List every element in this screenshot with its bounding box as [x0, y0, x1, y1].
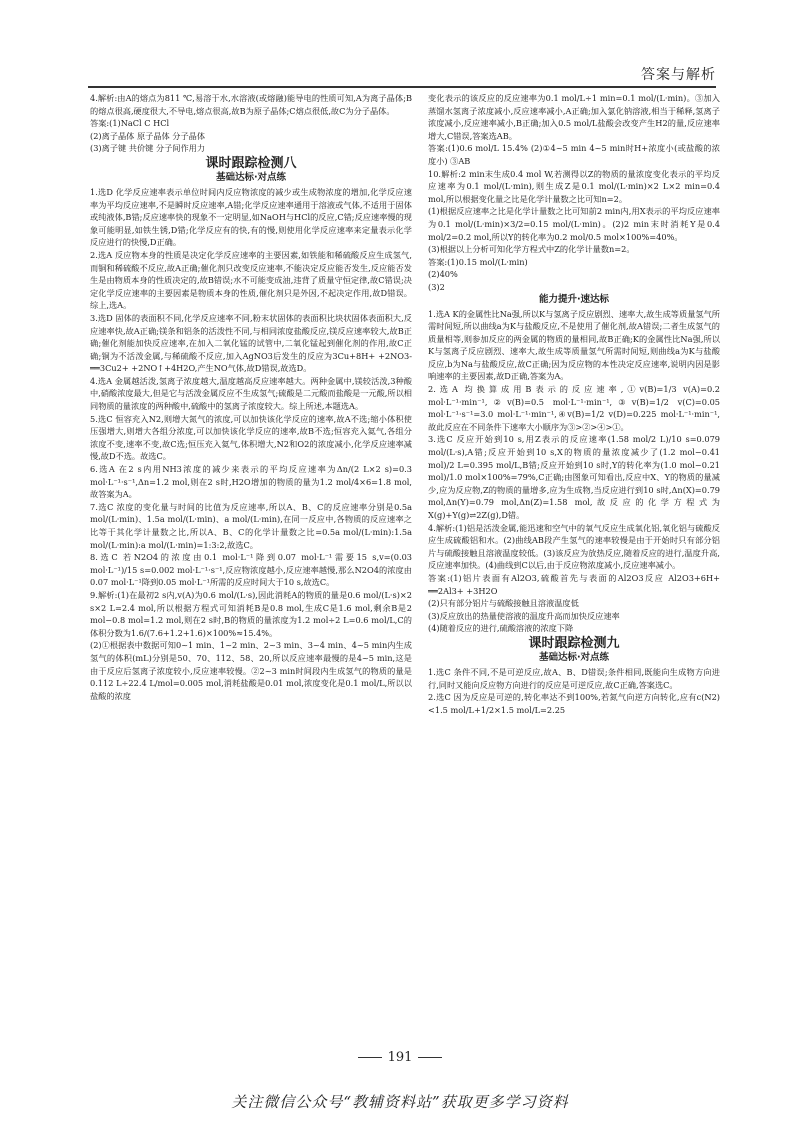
answer-item: 4.解析:(1)铝是活泼金属,能迅速和空气中的氧气反应生成氧化铝,氧化铝与硫酸反应生成硫酸铝和水。(2)曲线AB段产生氢气的速率较慢是由于开始时只有部分铝片与硫酸接触且溶液温度较低。(3)该反应为放热反应,随着反应的进行,温度升高,反应速率加快。(4)曲线到C以后,由于反应物浓度减小,反应速率减小。: [428, 522, 720, 571]
answer-item: 7.选C 浓度的变化量与时间的比值为反应速率,所以A、B、C的反应速率分别是0.5a mol/(L·min)、1.5a mol/(L·min)、a mol/(L·min),在同一反应中,各物质的反应速率之比等于其化学计量数之比,所以A、B、C的化学计量数之比=0.5a mol/(L·min):1.5a mol/(L·min):a mol/(L·min)=1:3:2,故选C。: [90, 501, 412, 550]
answer-item: 5.选C 恒容充入N2,则增大氮气的浓度,可以加快该化学反应的速率,故A不选;缩小体积使压强增大,则增大各组分浓度,可以加快该化学反应的速率,故B不选;恒容充入氦气,各组分浓度不变,速率不变,故C选;恒压充入氦气,体积增大,N2和O2的浓度减小,化学反应速率减慢,故D不选。故选C。: [90, 413, 412, 462]
page-number-dash: [418, 1057, 442, 1058]
answer-item: (2)只有部分铝片与硫酸接触且溶液温度低: [428, 598, 579, 609]
section-title: 课时跟踪检测九: [528, 635, 620, 651]
page-number: [0, 1050, 800, 1065]
paragraph: 4.解析:由A的熔点为811 ℃,易溶于水,水溶液(或熔融)能导电的性质可知,A为离子晶体;B的熔点很高,硬度很大,不导电,熔点很高,故B为原子晶体;C熔点很低,故C为分子晶体。: [90, 93, 412, 116]
header-title: 答案与解析: [641, 67, 716, 83]
answer-item: 9.解析:(1)在最初2 s内,v(A)为0.6 mol/(L·s),因此消耗A的物质的量是0.6 mol/(L·s)×2 s×2 L=2.4 mol,所以根据方程式可知消耗B是0.8 mol,生成C是1.6 mol,剩余B是2 mol−0.8 mol=1.2 mol,则在2 s时,B的物质的量浓度为1.2 mol÷2 L=0.6 mol/L,C的体积分数为1.6/(7.6+1.2+1.6)×100%≈15.4%。: [90, 589, 412, 638]
answer-item: 1.选A K的金属性比Na强,所以K与氢离子反应剧烈、速率大,故生成等质量氢气所需时间短,所以曲线a为K与盐酸反应,不是使用了催化剂,故A错误;二者生成氢气的质量相等,则参加反应的两金属的物质的量相同,故B正确;K的金属性比Na强,所以K与氢离子反应剧烈、速率大,故生成等质量氢气所需时间短,则曲线a为K与盐酸反应,b为Na与盐酸反应,故C正确;因为反应物的本性决定反应速率,说明内因是影响速率的主要因素,故D正确,答案为A。: [428, 308, 720, 382]
answer-item: 2.选C 因为反应是可逆的,转化率达不到100%,若氮气向逆方向转化,应有c(N2)<1.5 mol/L+1/2×1.5 mol/L=2.25: [428, 692, 720, 715]
answer-item: (3)反应放出的热量使溶液的温度升高而加快反应速率: [428, 610, 620, 621]
answer-item: 10.解析:2 min末生成0.4 mol W,若测得以Z的物质的量浓度变化表示的平均反应速率为0.1 mol/(L·min),则生成Z是0.1 mol/(L·min)×2 L×2 min=0.4 mol,所以根据变化量之比是化学计量数之比可知n=2。: [428, 168, 720, 204]
answer-item: 答案:(1)0.15 mol/(L·min): [428, 256, 528, 267]
answer-item: 6.选A 在2 s内用NH3浓度的减少来表示的平均反应速率为Δn/(2 L×2 s)=0.3 mol·L⁻¹·s⁻¹,Δn=1.2 mol,则在2 s时,H2O增加的物质的量为1.2 mol/4×6=1.8 mol,故答案为A。: [90, 464, 412, 500]
answer-item: 1.选C 条件不同,不是可逆反应,故A、B、D错误;条件相同,既能向生成物方向进行,同时又能向反应物方向进行的反应是可逆反应,故C正确,答案选C。: [428, 666, 720, 690]
answer-item: (1)根据反应速率之比是化学计量数之比可知前2 min内,用X表示的平均反应速率为0.1 mol/(L·min)×3/2=0.15 mol/(L·min)。(2)2 min末时消耗Y是0.4 mol/2=0.2 mol,所以Y的转化率为0.2 mol/0.5 mol×100%=40%。: [428, 206, 720, 242]
footer-note: 关注微信公众号“教辅资料站”获取更多学习资料: [231, 1093, 569, 1111]
left-column: [90, 92, 412, 1012]
answer-item: (3)2: [428, 281, 445, 292]
answer-item: 4.选A 金属越活泼,氢离子浓度越大,温度越高反应速率越大。两种金属中,镁较活泼,3种酸中,硝酸浓度最大,但是它与活泼金属反应不生成氢气;硫酸是二元酸而盐酸是一元酸,所以相同物质的量浓度的两种酸中,硫酸中的氢离子浓度较大。综上所述,本题选A。: [90, 375, 412, 412]
paragraph: 答案:(1)NaCl C HCl: [90, 118, 170, 129]
answer-item: 8.选C 若N2O4的浓度由0.1 mol·L⁻¹降到0.07 mol·L⁻¹需要15 s,v=(0.03 mol·L⁻¹)/15 s=0.002 mol·L⁻¹·s⁻¹,反应物浓度越小,反应速率越慢,那么N2O4的浓度由0.07 mol·L⁻¹降到0.05 mol·L⁻¹所需的反应时间大于10 s,故选C。: [90, 552, 412, 588]
subsection-title: 基础达标·对点练: [538, 651, 610, 663]
answer-item: 3.选C 反应开始到10 s,用Z表示的反应速率(1.58 mol/2 L)/10 s=0.079 mol/(L·s),A错;反应开始到10 s,X的物质的量浓度减少了(1.2 mol−0.41 mol)/2 L=0.395 mol/L,B错;反应开始到10 s时,Y的转化率为(1.0 mol−0.21 mol)/1.0 mol×100%=79%,C正确;由图象可知看出,反应中X、Y的物质的量减少,应为反应物,Z的物质的量增多,应为生成物,当反应进行到10 s时,Δn(X)=0.79 mol,Δn(Y)=0.79 mol,Δn(Z)=1.58 mol,故反应的化学方程式为X(g)+Y(g)⇌2Z(g),D错。: [428, 434, 720, 520]
answer-item: 2.选A 均换算成用B表示的反应速率,①v(B)=1/3 v(A)=0.2 mol·L⁻¹·min⁻¹,②v(B)=0.5 mol·L⁻¹·min⁻¹,③v(B)=1/2 v(C)=0.05 mol·L⁻¹·s⁻¹=3.0 mol·L⁻¹·min⁻¹,④v(B)=1/2 v(D)=0.225 mol·L⁻¹·min⁻¹,故此反应在不同条件下速率大小顺序为③>②>④>①。: [428, 384, 720, 432]
page-number-text: 191: [387, 1050, 413, 1065]
paragraph: (2)离子晶体 原子晶体 分子晶体: [90, 130, 206, 141]
answer-item: 答案:(1)铝片表面有Al2O3,硫酸首先与表面的Al2O3反应 Al2O3+6H+ ══2Al3+ +3H2O: [428, 572, 720, 596]
section-title: 课时跟踪检测八: [205, 155, 297, 171]
answer-item: (4)随着反应的进行,硫酸溶液的浓度下降: [428, 623, 574, 634]
answer-item: (2)①根据表中数据可知0~1 min、1~2 min、2~3 min、3~4 min、4~5 min内生成氢气的体积(mL)分别是50、70、112、58、20,所以反应速率最慢的是4~5 min,这是由于反应后氢离子浓度较小,反应速率较慢。②2~3 min时间段内生成氢气的物质的量是0.112 L÷22.4 L/mol=0.005 mol,消耗盐酸是0.01 mol,浓度变化是0.1 mol/L,所以以盐酸的浓度: [90, 640, 412, 701]
answer-item: (3)根据以上分析可知化学方程式中Z的化学计量数n=2。: [428, 244, 635, 255]
paragraph: (3)离子键 共价键 分子间作用力: [90, 143, 206, 154]
page-number-dash: [358, 1057, 382, 1058]
header-rule: [88, 86, 716, 88]
answer-item: (2)40%: [428, 269, 458, 280]
answer-item: 3.选D 固体的表面积不同,化学反应速率不同,粉末状固体的表面积比块状固体表面积大,反应速率快,故A正确;镁条和铝条的活泼性不同,与相同浓度盐酸反应,镁反应速率较大,故B正确;催化剂能加快反应速率,在加入二氧化锰的试管中,二氧化锰起到催化剂的作用,故C正确;铜为不活泼金属,与稀硫酸不反应,加入AgNO3后发生的反应为3Cu+8H+ +2NO3- ══3Cu2+ +2NO↑+4H2O,产生NO气体,故D错误,故选D。: [90, 312, 412, 374]
answer-item: 答案:(1)0.6 mol/L 15.4% (2)①4~5 min 4~5 min时H+浓度小(或盐酸的浓度小) ③AB: [428, 143, 720, 166]
right-column: [428, 92, 720, 1012]
answer-item: 2.选A 反应物本身的性质是决定化学反应速率的主要因素,如铁能和稀硫酸反应生成氢气,而铜和稀硫酸不反应,故A正确;催化剂只改变反应速率,不能决定反应能否发生,反应能否发生是由物质本身的性质决定的,故B错误;水不可能变成油,违背了质量守恒定律,故C错误;决定化学反应速率的主要因素是物质本身的性质,催化剂只是外因,不起决定作用,故D错误。综上,选A。: [90, 249, 412, 311]
subsection-title: 基础达标·对点练: [215, 171, 287, 183]
answer-item: 1.选D 化学反应速率表示单位时间内反应物浓度的减少或生成物浓度的增加,化学反应速率为平均反应速率,不是瞬时反应速率,A错;化学反应速率通用于溶液或气体,不适用于固体或纯液体,B错;反应速率快的现象不一定明显,如NaOH与HCl的反应,C错;反应速率慢的现象可能明显,如铁生锈,D错;化学反应有的快,有的慢,则使用化学反应速率来定量表示化学反应进行的快慢,D正确。: [90, 186, 412, 248]
answer-item: 变化表示的该反应的反应速率为0.1 mol/L÷1 min=0.1 mol/(L·min)。③加入蒸馏水氢离子浓度减小,反应速率减小,A正确;加入氯化钠溶液,相当于稀释,氢离子浓度减小,反应速率减小,B正确;加入0.5 mol/L盐酸会改变产生H2的量,反应速率增大,C错误,答案选AB。: [428, 93, 720, 141]
subsection-title: 能力提升·速达标: [538, 293, 610, 305]
